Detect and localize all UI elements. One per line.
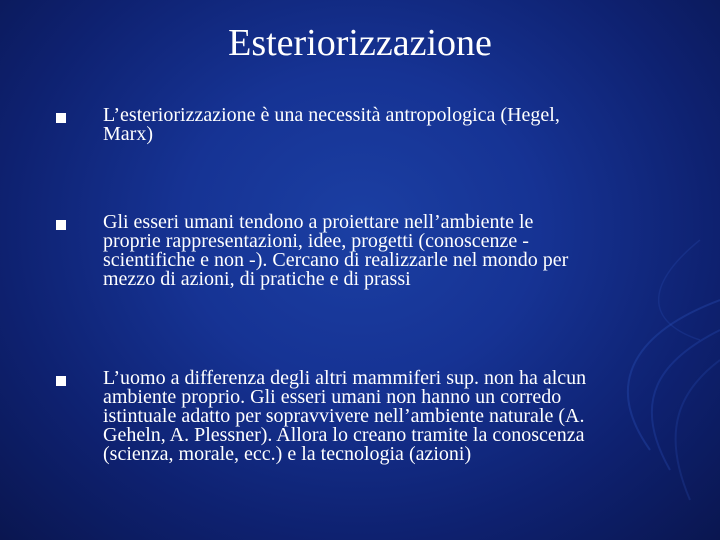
square-bullet-icon [56, 220, 66, 230]
slide-title: Esteriorizzazione [228, 22, 492, 64]
bullet-text-3: L’uomo a differenza degli altri mammiferi sup. non ha alcun ambiente proprio. Gli esseri umani non hanno un corredo istintuale adatto per sopravvivere nell’ambiente naturale (A. Geheln, A. Plessner). Allora lo creano tramite la conoscenza (scienza, morale, ecc.) e la tecnologia (azioni) [103, 367, 587, 465]
bullet-text-1: L’esteriorizzazione è una necessità antropologica (Hegel, Marx) [103, 104, 560, 145]
square-bullet-icon [56, 113, 66, 123]
square-bullet-icon [56, 376, 66, 386]
bullet-text-2: Gli esseri umani tendono a proiettare nell’ambiente le proprie rappresentazioni, idee, progetti (conoscenze - scientifiche e non -). Cercano di realizzarle nel mondo per mezzo di azioni, di pratiche e di prassi [103, 211, 569, 290]
